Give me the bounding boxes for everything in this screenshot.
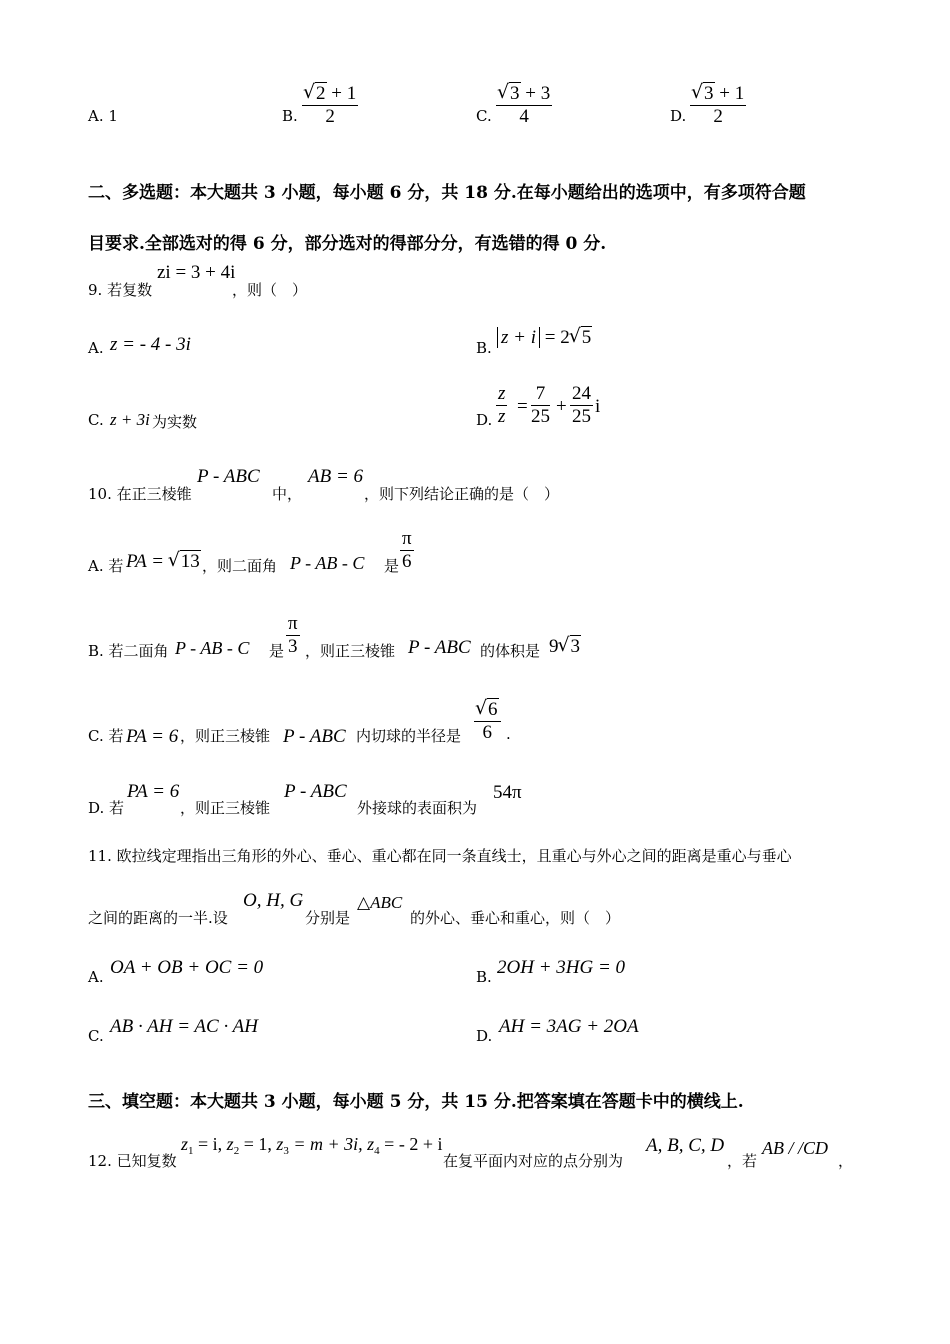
- q10-option-c-end: .: [506, 725, 511, 743]
- q10-stem-mid: 中，: [272, 485, 303, 503]
- q9-option-c-label: C.: [88, 411, 104, 429]
- q11-option-d-label: D.: [476, 1027, 493, 1045]
- q12-ruo: ，若: [727, 1152, 758, 1170]
- q10-option-d-label: D. 若: [88, 799, 125, 817]
- q10-option-b-formula-2: P - ABC: [408, 637, 471, 658]
- q9-option-c-suffix: 为实数: [152, 413, 198, 431]
- q10-option-b-tail: 的体积是: [480, 642, 541, 660]
- q10-option-d-tail: 外接球的表面积为: [357, 799, 478, 817]
- q10-option-b-shi: 是: [269, 642, 285, 660]
- q12-stem-mid: 在复平面内对应的点分别为: [443, 1152, 624, 1170]
- q10-option-d-mid: ，则正三棱锥: [180, 799, 271, 817]
- q10-option-d-value: 54π: [493, 782, 522, 803]
- q10-option-a-formula: PA = √ 13: [126, 551, 201, 573]
- q11-option-a-label: A.: [88, 968, 104, 986]
- q11-option-c-formula: AB · AH = AC · AH: [110, 1016, 258, 1037]
- q12-parallel-condition: AB / /CD: [762, 1138, 828, 1158]
- q10-option-a-mid: ，则二面角: [202, 557, 278, 575]
- q11-stem-line2-suffix: 的外心、垂心和重心，则（ ）: [410, 909, 621, 927]
- q8-option-c-label: C.: [476, 107, 492, 125]
- q8-option-d-fraction: √ 3 + 1 2: [690, 83, 746, 128]
- q11-option-c-label: C.: [88, 1027, 104, 1045]
- q12-points: A, B, C, D: [646, 1135, 725, 1156]
- section2-heading-line1: 二、多选题：本大题共 3 小题，每小题 6 分，共 18 分.在每小题给出的选项中，有多项符合题: [88, 183, 806, 203]
- q11-option-b-label: B.: [476, 968, 492, 986]
- q9-option-d-lhs-fraction: $\frac{z}{z}$: [498, 383, 506, 427]
- q9-option-d-tail: i: [595, 396, 601, 417]
- q8-option-c-fraction: √ 3 + 3 4: [496, 83, 552, 128]
- q11-stem-line1: 11. 欧拉线定理指出三角形的外心、垂心、重心都在同一条直线士，且重心与外心之间的距离是重心与垂心: [88, 847, 792, 865]
- q8-option-a: A. 1: [88, 107, 118, 125]
- q12-complex-numbers: $z_1 = i$, $z_2 = 1$, $z_3 = m + 3i$, $z_4$ = - 2 + i: [181, 1134, 443, 1157]
- q10-option-a-fraction: π 6: [402, 528, 412, 572]
- q10-stem-formula-1: P - ABC: [197, 466, 260, 487]
- q9-stem-formula: zi = 3 + 4i: [157, 262, 236, 283]
- q10-option-d-formula-2: P - ABC: [284, 781, 347, 802]
- q11-option-d-formula: AH = 3AG + 2OA: [499, 1016, 639, 1037]
- q10-option-b-value: 9√ 3: [549, 636, 581, 658]
- q10-option-a-shi: 是: [384, 557, 400, 575]
- q9-option-a-formula: z = - 4 - 3i: [110, 334, 191, 355]
- q11-option-b-formula: 2OH + 3HG = 0: [497, 957, 626, 978]
- q10-option-a-formula-2: P - AB - C: [290, 553, 365, 573]
- q9-option-c-formula: z + 3i: [110, 410, 150, 429]
- q9-option-d-fraction-1: 7 25: [531, 383, 550, 427]
- q10-option-c-mid: ，则正三棱锥: [180, 727, 271, 745]
- q8-option-d-label: D.: [670, 107, 687, 125]
- q11-stem-formula-2: △ABC: [357, 893, 403, 912]
- section2-heading-line2: 目要求.全部选对的得 6 分，部分选对的得部分分，有选错的得 0 分.: [88, 234, 607, 254]
- q10-stem-suffix: ，则下列结论正确的是（ ）: [364, 485, 560, 503]
- q10-option-a-label: A. 若: [88, 557, 124, 575]
- q10-option-b-formula: P - AB - C: [175, 638, 250, 658]
- q10-option-d-formula: PA = 6: [127, 781, 180, 802]
- q10-option-c-formula-2: P - ABC: [283, 726, 346, 747]
- q9-option-d-equals: =: [517, 396, 528, 417]
- q10-option-c-tail: 内切球的半径是: [356, 727, 462, 745]
- q10-stem-formula-2: AB = 6: [308, 466, 364, 487]
- q10-option-c-fraction: √ 6 6: [474, 699, 501, 744]
- q11-stem-line2-prefix: 之间的距离的一半.设: [88, 909, 228, 927]
- q10-option-c-label: C. 若: [88, 727, 124, 745]
- q12-end: ，: [838, 1152, 854, 1170]
- q8-option-b-fraction: √ 2 + 1 2: [302, 83, 358, 128]
- q11-stem-line2-mid: 分别是: [305, 909, 351, 927]
- q11-option-a-formula: OA + OB + OC = 0: [110, 957, 264, 978]
- q9-option-d-fraction-2: 24 25: [572, 383, 591, 427]
- q8-option-b-label: B.: [282, 107, 298, 125]
- q9-option-d-label: D.: [476, 411, 493, 429]
- q10-option-b-mid: ，则正三棱锥: [305, 642, 396, 660]
- q10-option-c-formula: PA = 6: [126, 726, 179, 747]
- q9-option-b-label: B.: [476, 339, 492, 357]
- q12-stem-prefix: 12. 已知复数: [88, 1152, 177, 1170]
- q10-stem-prefix: 10. 在正三棱锥: [88, 485, 192, 503]
- q10-option-b-fraction: π 3: [288, 613, 298, 657]
- q9-stem-suffix: ，则（ ）: [232, 281, 308, 299]
- q9-stem-prefix: 9. 若复数: [88, 281, 153, 299]
- section3-heading: 三、填空题：本大题共 3 小题，每小题 5 分，共 15 分.把答案填在答题卡中的横线上.: [88, 1092, 744, 1112]
- q11-stem-formula-1: O, H, G: [243, 890, 304, 911]
- q9-option-d-plus: +: [556, 396, 567, 417]
- q9-option-b-formula: z + i = 2√ 5: [497, 327, 592, 349]
- q10-option-b-label: B. 若二面角: [88, 642, 169, 660]
- q9-option-a-label: A.: [88, 339, 104, 357]
